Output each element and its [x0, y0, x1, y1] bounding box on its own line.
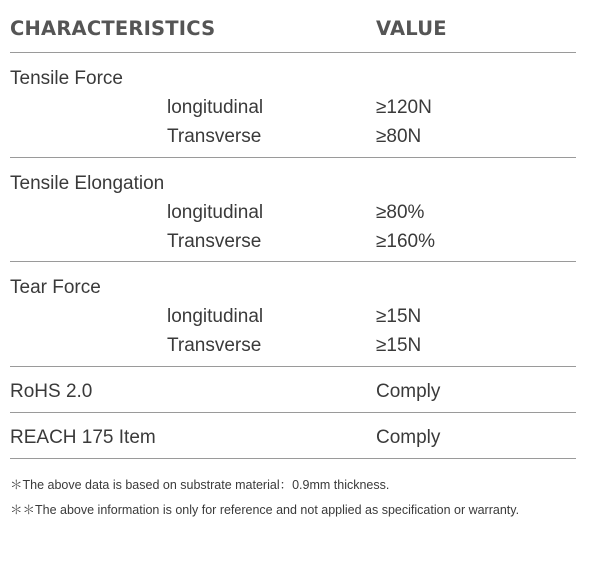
row-value: Comply [376, 381, 441, 402]
divider [10, 458, 576, 459]
row-value: ≥15N [376, 335, 422, 356]
group-title: Tensile Elongation [10, 173, 165, 194]
row-value: Comply [376, 427, 441, 448]
divider [10, 261, 576, 262]
header-characteristics: CHARACTERISTICS [10, 17, 216, 40]
row-value: ≥120N [376, 97, 432, 118]
divider [10, 366, 576, 367]
divider [10, 157, 576, 158]
header-value: VALUE [376, 17, 447, 40]
table-header [10, 17, 576, 51]
group-title: Tensile Force [10, 68, 123, 89]
divider [10, 412, 576, 413]
row-value: ≥80N [376, 126, 422, 147]
footnote-disclaimer: ＊＊The above information is only for reference and not applied as specification or warranty. [10, 503, 520, 517]
row-value: ≥15N [376, 306, 422, 327]
row-label: Transverse [167, 231, 262, 252]
row-value: ≥160% [376, 231, 436, 252]
row-label: longitudinal [167, 202, 264, 223]
row-label: Transverse [167, 126, 262, 147]
row-label: REACH 175 Item [10, 427, 156, 448]
row-label: Transverse [167, 335, 262, 356]
group-title: Tear Force [10, 277, 101, 298]
row-value: ≥80% [376, 202, 425, 223]
row-label: longitudinal [167, 97, 264, 118]
divider [10, 52, 576, 53]
row-label: longitudinal [167, 306, 264, 327]
row-label: RoHS 2.0 [10, 381, 93, 402]
footnote-substrate: ＊The above data is based on substrate material：0.9mm thickness. [10, 478, 390, 492]
